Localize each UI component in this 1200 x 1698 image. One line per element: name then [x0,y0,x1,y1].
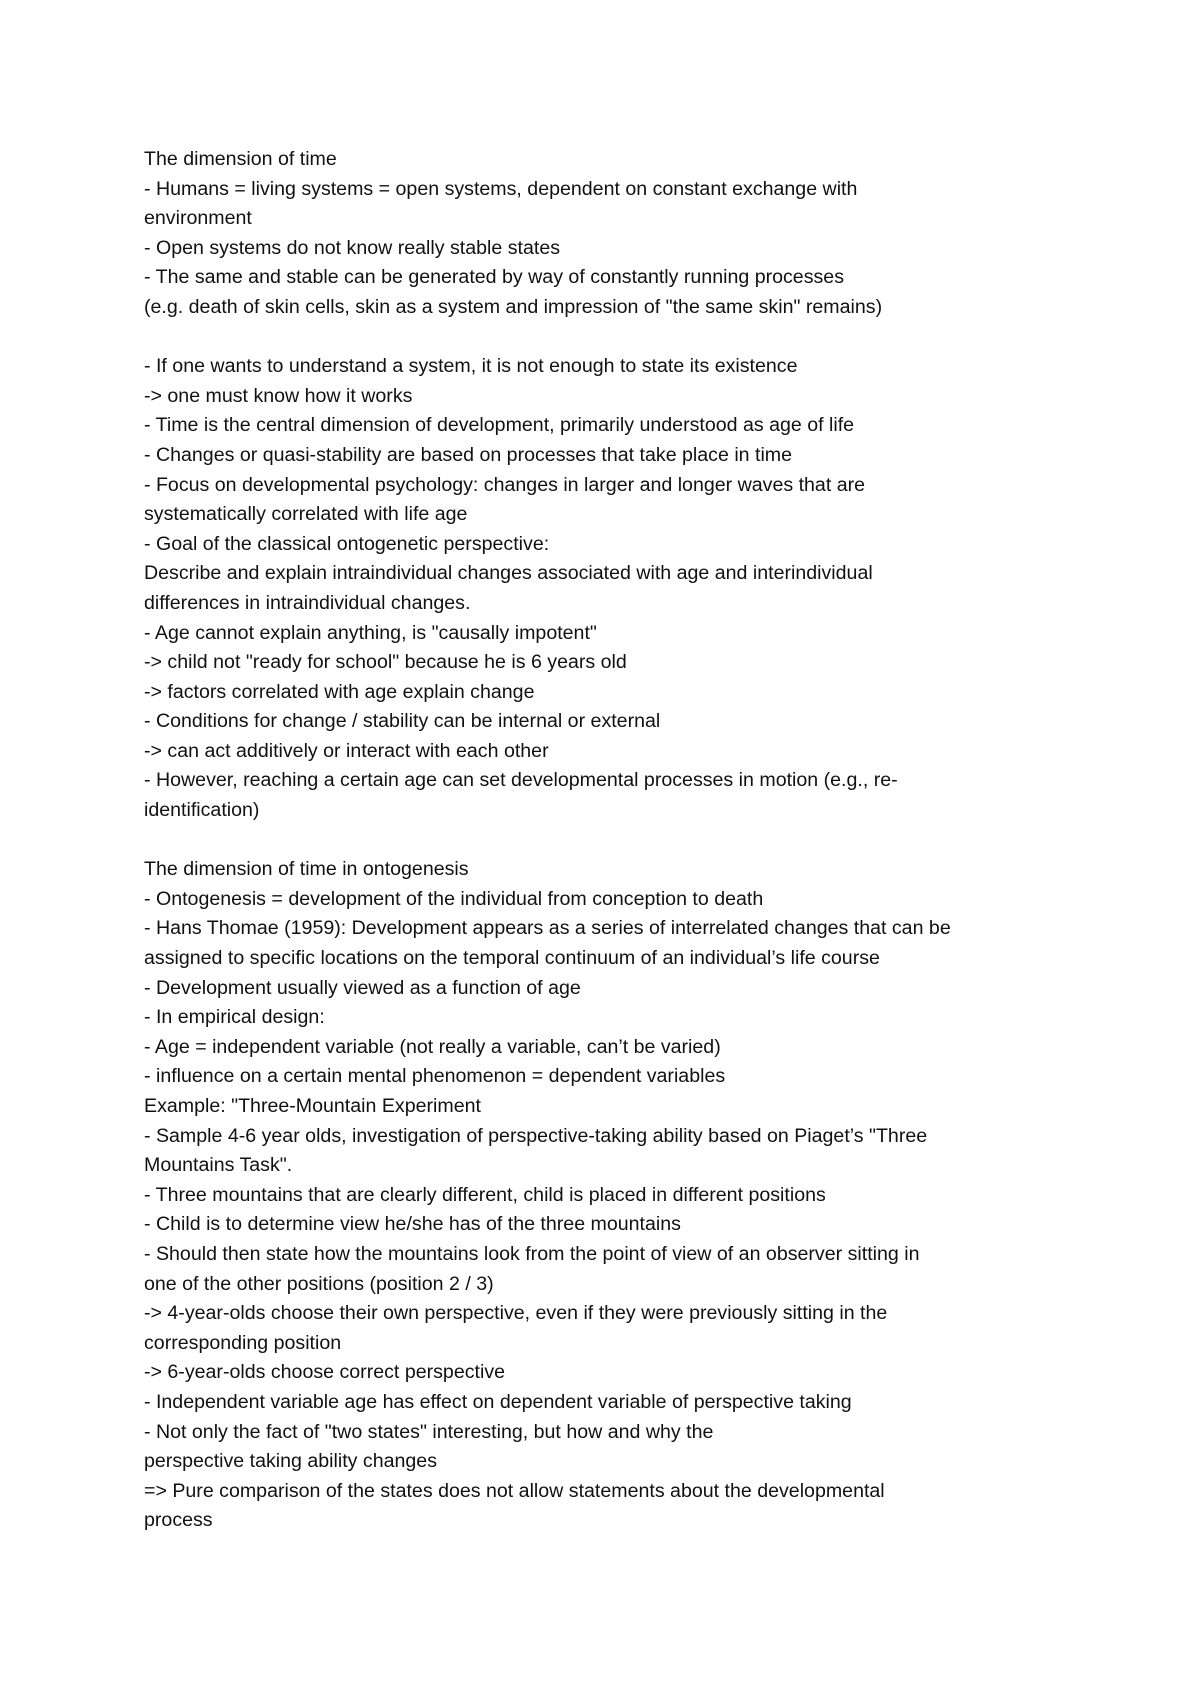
text-line: one of the other positions (position 2 / 3) [144,1272,494,1295]
text-line: - Age cannot explain anything, is "causally impotent" [144,621,597,644]
text-line: - Humans = living systems = open systems, dependent on constant exchange with [144,177,858,200]
text-line: - Sample 4-6 year olds, investigation of perspective-taking ability based on Piaget’s "Three [144,1124,928,1147]
text-line: - Child is to determine view he/she has of the three mountains [144,1213,681,1236]
text-line: - Three mountains that are clearly different, child is placed in different positions [144,1183,826,1206]
text-line: - In empirical design: [144,1006,325,1029]
text-line: The dimension of time in ontogenesis [144,858,469,881]
text-line: corresponding position [144,1331,342,1354]
text-line: assigned to specific locations on the temporal continuum of an individual’s life course [144,947,880,970]
text-line: - Ontogenesis = development of the individual from conception to death [144,887,764,910]
text-line: - Focus on developmental psychology: changes in larger and longer waves that are [144,473,866,496]
text-line: -> factors correlated with age explain change [144,680,535,703]
text-line: process [144,1509,213,1532]
text-line: - Open systems do not know really stable states [144,236,561,259]
text-line: perspective taking ability changes [144,1450,437,1473]
text-line: differences in intraindividual changes. [144,591,471,614]
text-line: identification) [144,799,260,822]
text-line: - Independent variable age has effect on dependent variable of perspective taking [144,1390,852,1413]
text-line: -> 4-year-olds choose their own perspective, even if they were previously sitting in the [144,1302,888,1325]
text-line: - Goal of the classical ontogenetic perspective: [144,532,550,555]
text-line: -> can act additively or interact with each other [144,739,549,762]
text-line: - Should then state how the mountains look from the point of view of an observer sitting in [144,1242,920,1265]
text-line: - Development usually viewed as a function of age [144,976,581,999]
text-line: => Pure comparison of the states does not allow statements about the developmental [144,1479,885,1502]
text-line: - If one wants to understand a system, it is not enough to state its existence [144,355,798,378]
text-line: - Age = independent variable (not really a variable, can’t be varied) [144,1035,721,1058]
text-line: - Hans Thomae (1959): Development appears as a series of interrelated changes that can be [144,917,951,940]
text-line: - Not only the fact of "two states" interesting, but how and why the [144,1420,714,1443]
text-line: Describe and explain intraindividual changes associated with age and interindividual [144,562,873,585]
blank-line [144,826,1064,856]
text-line: environment [144,207,252,230]
text-line: - Conditions for change / stability can be internal or external [144,710,661,733]
text-line: - Changes or quasi-stability are based on processes that take place in time [144,443,793,466]
text-line: -> one must know how it works [144,384,413,407]
document-body [144,145,1064,1536]
text-line: - However, reaching a certain age can set developmental processes in motion (e.g., re- [144,769,898,792]
text-line: systematically correlated with life age [144,503,468,526]
text-line: The dimension of time [144,148,337,170]
text-line: - The same and stable can be generated by way of constantly running processes [144,266,844,289]
text-line: -> 6-year-olds choose correct perspective [144,1361,506,1384]
blank-line [144,323,1064,353]
text-line: - influence on a certain mental phenomenon = dependent variables [144,1065,726,1088]
text-line: Example: "Three-Mountain Experiment [144,1095,481,1117]
text-line: - Time is the central dimension of development, primarily understood as age of life [144,414,855,437]
text-line: (e.g. death of skin cells, skin as a system and impression of "the same skin" remains) [144,295,883,318]
text-line: -> child not "ready for school" because he is 6 years old [144,651,627,674]
text-line: Mountains Task". [144,1154,293,1177]
